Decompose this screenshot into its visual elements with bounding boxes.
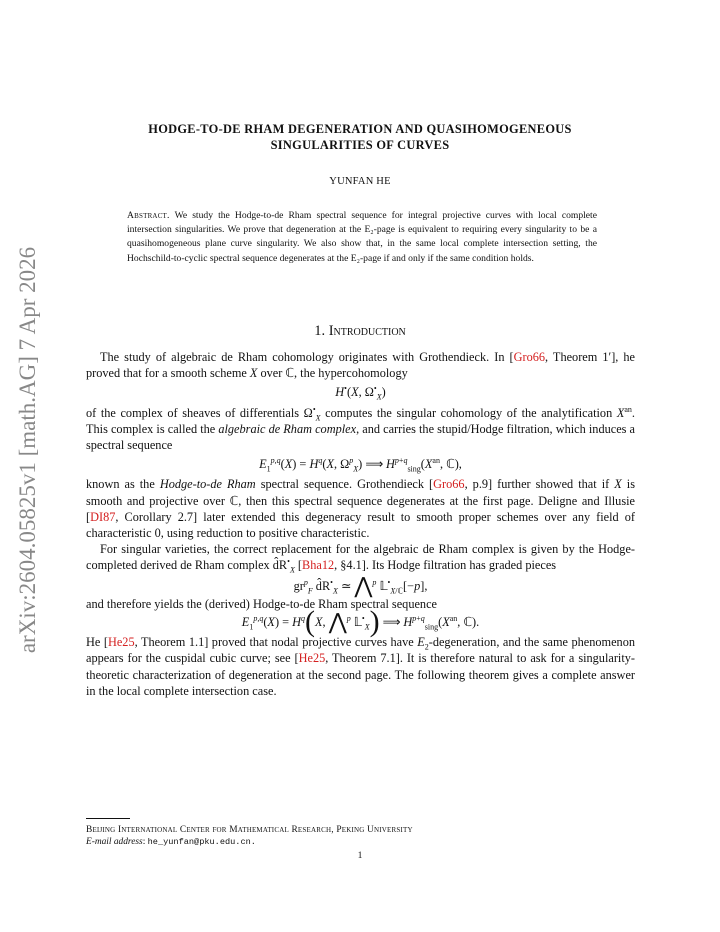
page-number: 1 [357,850,363,861]
paper-title [80,121,640,153]
paragraph: For singular varieties, the correct replacement for the algebraic de Rham complex is given by the Hodge-completed derived de Rham complex $d̂R^•_X$ [Bha12, §4.1]. Its Hodge filtration has graded pieces [86,542,635,575]
affiliation: Beijing International Center for Mathematical Research, Peking University [86,825,413,835]
footnote [86,818,635,848]
abstract-label: Abstract. [127,210,170,221]
equation: $gr^p_F$ $d̂R^•_X$ ≃ ⋀$^p$ 𝕃•$_{X/ℂ}$[−p], [293,572,428,598]
equation: $E_1^{p,q}(X) = H^q(X$, $\Omega^p_X$) ⟹ $H^{p+q}_{sing}(X^{an}$, ℂ), [259,456,462,474]
citation-link[interactable]: Gro66 [513,350,546,364]
author: YUNFAN HE [329,176,391,187]
paragraph: He [He25, Theorem 1.1] proved that nodal projective curves have $E_2$-degeneration, and the same phenomenon appears for the cuspidal cubic curve; see [He25, Theorem 7.1]. It is therefore natural to ask for a singularity-theoretic characterization of degeneration at the second page. The following theorem gives a complete answer in the local complete intersection case. [86,635,636,698]
paragraph: of the complex of sheaves of differentials $\Omega^•_X$ computes the singular cohomology of the analytification $X^{an}$. This complex is called the algebraic de Rham complex, and carries the stupid/Hodge filtration, which induces a spectral sequence [86,404,636,453]
title-line-2: SINGULARITIES OF CURVES [270,138,450,152]
email-address[interactable]: he_yunfan@pku.edu.cn. [147,837,256,847]
arxiv-stamp [8,246,48,654]
email-label: E-mail address [86,837,143,847]
abstract-text: We study the Hodge-to-de Rham spectral sequence for integral projective curves with local complete intersection singularities. We prove that degeneration at the E₂-page is equivalent to requiring every singularity to be a quasihomogeneous plane curve singularity. We also show that, in the same local complete intersection setting, the Hochschild-to-cyclic spectral sequence degenerates at the E₂-page if and only if the same condition holds. [127,210,597,264]
citation-link[interactable]: Gro66 [433,477,465,492]
citation-link[interactable]: He25 [298,651,326,666]
paragraph: and therefore yields the (derived) Hodge-to-de Rham spectral sequence [86,596,437,611]
paragraph: known as the Hodge-to-de Rham spectral sequence. Grothendieck [Gro66, p.9] further showed that if X is smooth and projective over ℂ, then this spectral sequence degenerates at the first page. Deligne and Illusie [DI87, Corollary 2.7] later extended this degeneracy result to smooth proper schemes over any field of characteristic 0, using reduction to positive characteristic. [86,477,635,541]
citation-link[interactable]: DI87 [90,509,116,524]
email-line: E-mail address: he_yunfan@pku.edu.cn. [86,837,256,847]
abstract [127,209,597,266]
arxiv-stamp-text: arXiv:2604.05825v1 [math.AG] 7 Apr 2026 [15,246,40,654]
title-line-1: HODGE-TO-DE RHAM DEGENERATION AND QUASIHOMOGENEOUS [148,122,572,136]
citation-link[interactable]: He25 [107,635,135,650]
paragraph: The study of algebraic de Rham cohomology originates with Grothendieck. In [Gro66, Theorem 1′], he proved that for a smooth scheme X over ℂ, the hypercohomology [86,350,636,381]
section-heading [80,323,640,340]
equation: $E_1^{p,q}(X) = H^q(X$, ⋀$^p$ 𝕃•$_X$) ⟹ $H^{p+q}_{sing}(X^{an}$, ℂ). [241,605,480,639]
body-text [86,349,635,699]
equation: H•(X, $\Omega^•_X$) [335,384,386,402]
section-number: 1. [314,323,326,339]
citation-link[interactable]: Bha12 [302,558,335,573]
section-title: Introduction [328,323,406,339]
footnote-rule [86,818,130,819]
